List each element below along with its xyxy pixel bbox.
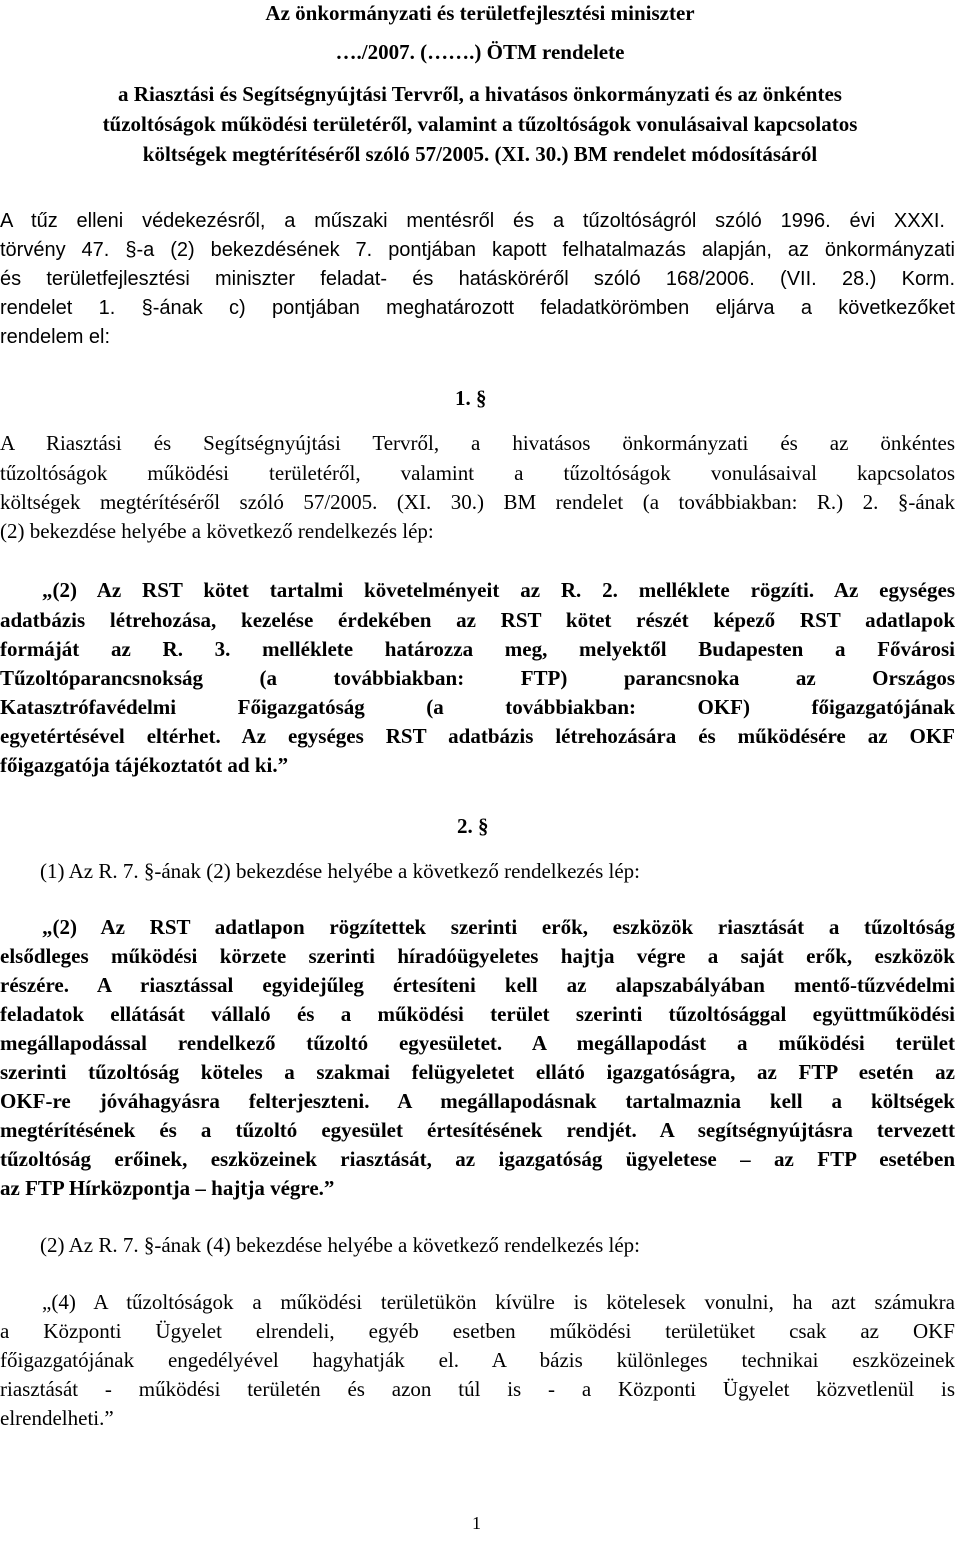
amendment-quote-line: formáját az R. 3. melléklete határozza meg, melyektől Budapesten a Fővárosi	[0, 637, 955, 661]
subject-line: a Riasztási és Segítségnyújtási Tervről, a hivatásos önkormányzati és az önkéntes	[118, 82, 842, 106]
amendment-quote-line: szerinti tűzoltóság köteles a szakmai felügyeletet ellátó igazgatóságra, az FTP esetén az	[0, 1060, 955, 1084]
amendment-quote-line: főigazgatója tájékoztatót ad ki.”	[0, 753, 289, 777]
preamble-line: rendelet 1. §-ának c) pontjában meghatározott feladatkörömben eljárva a következőket	[0, 297, 955, 319]
section-intro-line: költségek megtérítéséről szóló 57/2005. (XI. 30.) BM rendelet (a továbbiakban: R.) 2. §-ának	[0, 490, 955, 514]
regulation-number: …./2007. (…….) ÖTM rendelete	[335, 40, 625, 64]
amendment-quote-line: OKF-re jóváhagyásra felterjeszteni. A megállapodásnak tartalmaznia kell a költségek	[0, 1089, 955, 1113]
section-heading: 1. §	[455, 386, 487, 410]
amendment-quote-line: elsődleges működési körzete szerinti híradóügyeletes hajtja végre a saját erők, eszközök	[0, 944, 955, 968]
preamble-line: törvény 47. §-a (2) bekezdésének 7. pontjában kapott felhatalmazás alapján, az önkormányzati	[0, 239, 955, 261]
amendment-quote-line: „(2) Az RST kötet tartalmi követelményeit az R. 2. melléklete rögzíti. Az egységes	[42, 578, 955, 602]
preamble-line: és területfejlesztési miniszter feladat- és hatásköréről szóló 168/2006. (VII. 28.) Korm.	[0, 268, 955, 290]
section-intro-line: (2) bekezdése helyébe a következő rendelkezés lép:	[0, 519, 434, 543]
amendment-quote-line: feladatok ellátását vállaló és a működési terület szerinti tűzoltósággal együttműködési	[0, 1002, 955, 1026]
amendment-quote-line: „(4) A tűzoltóságok a működési területükön kívülre is kötelesek vonulni, ha azt számukra	[42, 1290, 955, 1314]
amendment-quote-line: Tűzoltóparancsnokság (a továbbiakban: FTP) parancsnoka az Országos	[0, 666, 955, 690]
page-number: 1	[472, 1513, 481, 1533]
amendment-quote-line: megtérítésének és a tűzoltó egyesület értesítésének rendjét. A segítségnyújtásra tervezett	[0, 1118, 955, 1142]
section-intro-line: A Riasztási és Segítségnyújtási Tervről, a hivatásos önkormányzati és az önkéntes	[0, 431, 955, 455]
section-intro-line: tűzoltóságok működési területéről, valamint a tűzoltóságok vonulásaival kapcsolatos	[0, 461, 955, 485]
amendment-quote-line: „(2) Az RST adatlapon rögzítettek szerinti erők, eszközök riasztását a tűzoltóság	[42, 915, 955, 939]
preamble-line: rendelem el:	[0, 326, 111, 348]
subject-line: költségek megtérítéséről szóló 57/2005. (XI. 30.) BM rendelet módosításáról	[142, 142, 818, 166]
amendment-quote-line: főigazgatójának engedélyével hagyhatják el. A bázis különleges technikai eszközeinek	[0, 1348, 955, 1372]
amendment-quote-line: részére. A riasztással egyidejűleg értesíteni kell az alapszabályában mentő-tűzvédelmi	[0, 973, 955, 997]
section-heading: 2. §	[457, 814, 489, 838]
paragraph-intro: (2) Az R. 7. §-ának (4) bekezdése helyébe a következő rendelkezés lép:	[40, 1233, 640, 1257]
amendment-quote-line: adatbázis létrehozása, kezelése érdekében az RST kötet részét képező RST adatlapok	[0, 608, 955, 632]
preamble-line: A tűz elleni védekezésről, a műszaki mentésről és a tűzoltóságról szóló 1996. évi XXXI.	[0, 210, 945, 232]
amendment-quote-line: Katasztrófavédelmi Főigazgatóság (a továbbiakban: OKF) főigazgatójának	[0, 695, 955, 719]
amendment-quote-line: tűzoltóság erőinek, eszközeinek riasztását, az igazgatóság ügyeletese – az FTP esetében	[0, 1147, 955, 1171]
amendment-quote-line: elrendelheti.”	[0, 1406, 114, 1430]
amendment-quote-line: megállapodással rendelkező tűzoltó egyesületet. A megállapodást a működési terület	[0, 1031, 955, 1055]
amendment-quote-line: a Központi Ügyelet elrendeli, egyéb esetben működési területüket csak az OKF	[0, 1319, 955, 1343]
document-title: Az önkormányzati és területfejlesztési miniszter	[265, 1, 695, 25]
amendment-quote-line: az FTP Hírközpontja – hajtja végre.”	[0, 1176, 335, 1200]
amendment-quote-line: egyetértésével eltérhet. Az egységes RST adatbázis létrehozására és működésére az OKF	[0, 724, 955, 748]
subject-line: tűzoltóságok működési területéről, valamint a tűzoltóságok vonulásaival kapcsolatos	[102, 112, 858, 136]
amendment-quote-line: riasztását - működési területén és azon túl is - a Központi Ügyelet közvetlenül is	[0, 1377, 955, 1401]
paragraph-intro: (1) Az R. 7. §-ának (2) bekezdése helyébe a következő rendelkezés lép:	[40, 859, 640, 883]
